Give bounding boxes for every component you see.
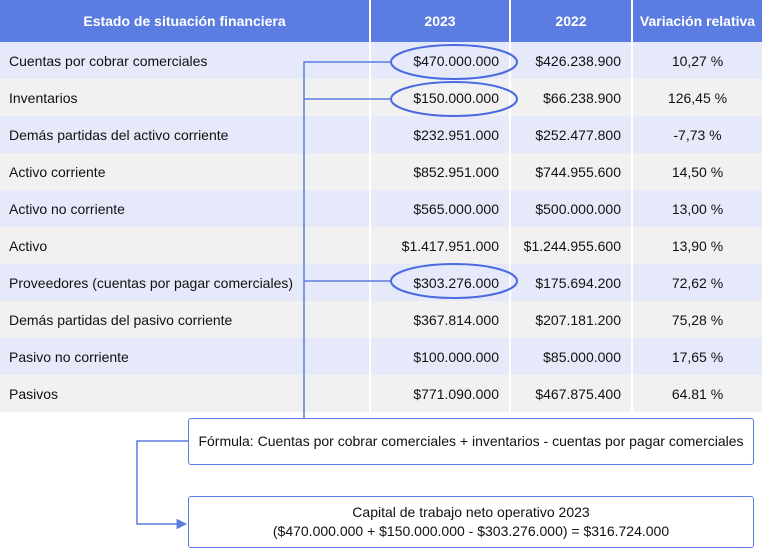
value-2023: $852.951.000 (370, 153, 510, 190)
value-2023: $565.000.000 (370, 190, 510, 227)
result-box (188, 496, 754, 548)
row-label: Activo corriente (0, 153, 370, 190)
value-2022: $252.477.800 (510, 116, 632, 153)
table-header-row (0, 0, 762, 42)
relative-variation: 72,62 % (632, 264, 762, 301)
value-2023: $100.000.000 (370, 338, 510, 375)
relative-variation: 13,90 % (632, 227, 762, 264)
value-2022: $426.238.900 (510, 42, 632, 79)
row-label: Activo (0, 227, 370, 264)
table-row (0, 79, 762, 116)
value-2022: $744.955.600 (510, 153, 632, 190)
result-title: Capital de trabajo neto operativo 2023 (352, 504, 590, 520)
relative-variation: 75,28 % (632, 301, 762, 338)
table-row (0, 301, 762, 338)
table-row (0, 338, 762, 375)
row-label: Pasivos (0, 375, 370, 412)
row-label: Cuentas por cobrar comerciales (0, 42, 370, 79)
relative-variation: -7,73 % (632, 116, 762, 153)
value-2022: $85.000.000 (510, 338, 632, 375)
row-label: Demás partidas del pasivo corriente (0, 301, 370, 338)
relative-variation: 10,27 % (632, 42, 762, 79)
table-row (0, 42, 762, 79)
result-calculation: ($470.000.000 + $150.000.000 - $303.276.000) = $316.724.000 (272, 523, 670, 539)
value-2022: $175.694.200 (510, 264, 632, 301)
header-relative-variation: Variación relativa (632, 0, 762, 42)
formula-text: Fórmula: Cuentas por cobrar comerciales + inventarios - cuentas por pagar comerciales (198, 433, 744, 449)
formula-box (188, 418, 754, 465)
relative-variation: 126,45 % (632, 79, 762, 116)
table-row (0, 227, 762, 264)
relative-variation: 14,50 % (632, 153, 762, 190)
table-row (0, 264, 762, 301)
value-2023: $470.000.000 (370, 42, 510, 79)
value-2023: $150.000.000 (370, 79, 510, 116)
value-2022: $66.238.900 (510, 79, 632, 116)
table-row (0, 116, 762, 153)
value-2023: $1.417.951.000 (370, 227, 510, 264)
table-row (0, 153, 762, 190)
header-2022: 2022 (510, 0, 632, 42)
row-label: Demás partidas del activo corriente (0, 116, 370, 153)
row-label: Pasivo no corriente (0, 338, 370, 375)
relative-variation: 64.81 % (632, 375, 762, 412)
value-2022: $500.000.000 (510, 190, 632, 227)
value-2022: $467.875.400 (510, 375, 632, 412)
formula-to-result-arrow (137, 441, 188, 524)
value-2022: $1.244.955.600 (510, 227, 632, 264)
value-2023: $232.951.000 (370, 116, 510, 153)
row-label: Proveedores (cuentas por pagar comerciales) (0, 264, 370, 301)
value-2023: $303.276.000 (370, 264, 510, 301)
row-label: Activo no corriente (0, 190, 370, 227)
header-statement: Estado de situación financiera (0, 0, 370, 42)
value-2022: $207.181.200 (510, 301, 632, 338)
table-row (0, 190, 762, 227)
relative-variation: 13,00 % (632, 190, 762, 227)
table-row (0, 375, 762, 412)
relative-variation: 17,65 % (632, 338, 762, 375)
header-2023: 2023 (370, 0, 510, 42)
value-2023: $771.090.000 (370, 375, 510, 412)
value-2023: $367.814.000 (370, 301, 510, 338)
row-label: Inventarios (0, 79, 370, 116)
